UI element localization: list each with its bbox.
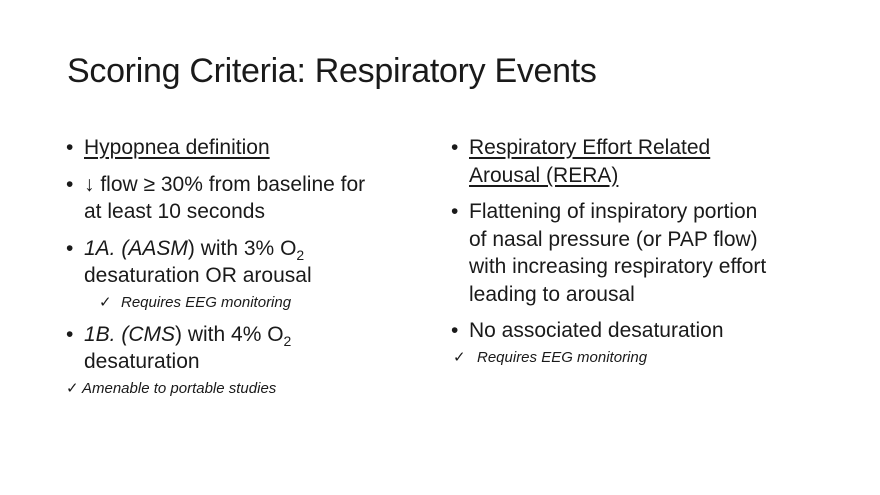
bullet-icon: •: [66, 236, 74, 260]
cms-text: ) with 4% O: [175, 322, 284, 346]
bullet-icon: •: [451, 136, 459, 159]
bullet-flattening: [451, 198, 831, 308]
eeg-note: [451, 348, 831, 368]
aasm-label: 1A. (AASM: [84, 236, 188, 260]
cms-line-2: desaturation: [84, 350, 200, 373]
bullet-rera: [451, 134, 831, 189]
bullet-hypopnea: [66, 134, 426, 162]
rera-line-1: Respiratory Effort Related: [469, 136, 711, 159]
bullet-icon: •: [451, 200, 459, 223]
left-column: [66, 134, 426, 407]
check-icon: ✓: [66, 379, 79, 397]
bullet-no-desaturation: [451, 317, 831, 345]
flow-line-2: at least 10 seconds: [84, 200, 265, 223]
aasm-note-text: Requires EEG monitoring: [121, 293, 292, 311]
flat-line-4: leading to arousal: [469, 282, 635, 306]
bullet-cms: [66, 321, 426, 376]
bullet-icon: •: [66, 322, 74, 346]
check-icon: ✓: [99, 293, 112, 311]
cms-label: 1B. (CMS: [84, 322, 176, 346]
flat-line-3: with increasing respiratory effort: [469, 255, 767, 278]
check-icon: ✓: [453, 348, 466, 366]
aasm-line-2: desaturation OR arousal: [84, 264, 312, 287]
cms-subscript: 2: [283, 332, 292, 349]
slide-title: Scoring Criteria: Respiratory Events: [67, 52, 597, 90]
flat-line-2: of nasal pressure (or PAP flow): [469, 227, 758, 251]
bullet-icon: •: [451, 319, 459, 342]
bullet-icon: •: [66, 136, 74, 159]
portable-note-text: Amenable to portable studies: [82, 379, 277, 397]
bullet-icon: •: [66, 172, 74, 196]
flat-line-1: Flattening of inspiratory portion: [469, 200, 758, 223]
aasm-text: ) with 3% O: [187, 236, 297, 260]
bullet-flow: [66, 171, 426, 226]
bullet-aasm: [66, 235, 426, 290]
portable-note: [66, 379, 426, 399]
aasm-note: [66, 293, 426, 313]
flow-line-1: ↓ flow ≥ 30% from baseline for: [84, 172, 366, 196]
eeg-note-text: Requires EEG monitoring: [477, 348, 648, 366]
aasm-subscript: 2: [296, 246, 305, 263]
no-desat-text: No associated desaturation: [469, 319, 724, 342]
rera-line-2: Arousal (RERA): [469, 163, 619, 187]
hypopnea-heading: Hypopnea definition: [84, 136, 270, 159]
right-column: [451, 134, 831, 376]
